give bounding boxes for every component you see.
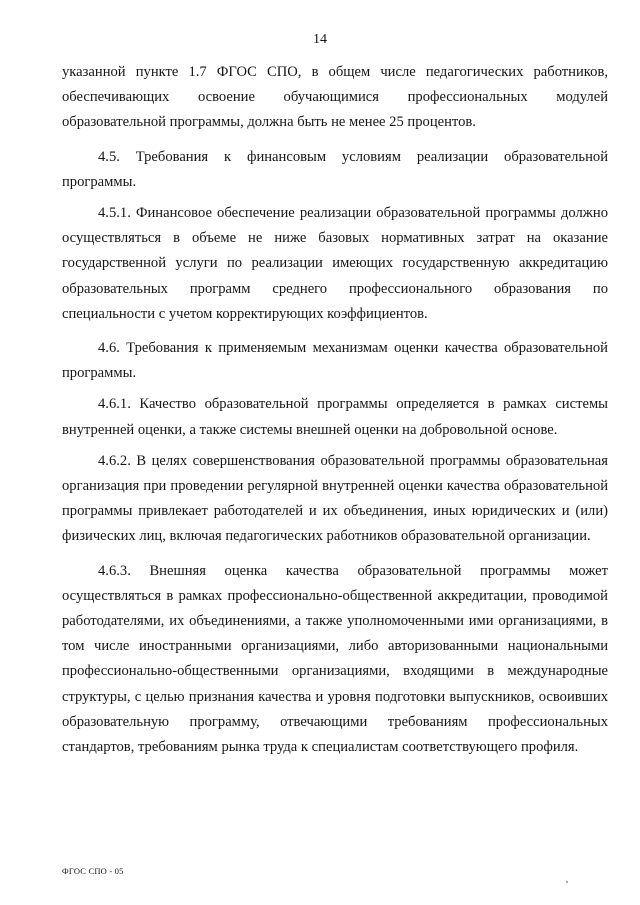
section-4-6-1: 4.6.1. Качество образовательной программы определяется в рамках системы внутренней оценки, а также системы внешней оценки на добровольной основе.: [62, 396, 608, 438]
paragraph-continuation: указанной пункте 1.7 ФГОС СПО, в общем числе педагогических работников, обеспечивающих освоение обучающимися профессиональных модулей образовательной программы, должна быть не менее 25 процентов.: [62, 64, 608, 131]
section-4-5-1: 4.5.1. Финансовое обеспечение реализации образовательной программы должно осуществляться в объеме не ниже базовых нормативных затрат на оказание государственной услуги по реализации имеющих государственную аккредитацию образовательных программ среднего профессионального образования по специальности с учетом корректирующих коэффициентов.: [62, 205, 608, 322]
document-body: [62, 60, 608, 760]
section-4-6-3: 4.6.3. Внешняя оценка качества образовательной программы может осуществляться в рамках профессионально-общественной аккредитации, проводимой работодателями, их объединениями, а также уполномоченными ими организациями, в том числе иностранными организациями, либо авторизованными национальными профессионально-общественными организациями, входящими в международные структуры, с целью признания качества и уровня подготовки выпускников, освоивших образовательную программу, отвечающими требованиям профессиональных стандартов, требованиям рынка труда к специалистам соответствующего профиля.: [62, 562, 608, 756]
section-4-6-2: 4.6.2. В целях совершенствования образовательной программы образовательная организация при проведении регулярной внутренней оценки качества образовательной программы привлекает работодателей и их объединения, иных юридических и (или) физических лиц, включая педагогических работников образовательной организации.: [62, 452, 608, 545]
page-number: 14: [313, 32, 327, 47]
scan-artifact: [566, 881, 568, 883]
section-4-6-heading: 4.6. Требования к применяемым механизмам оценки качества образовательной программы.: [62, 340, 608, 382]
footer-document-code: ФГОС СПО - 05: [62, 866, 124, 876]
section-4-5-heading: 4.5. Требования к финансовым условиям реализации образовательной программы.: [62, 148, 608, 190]
